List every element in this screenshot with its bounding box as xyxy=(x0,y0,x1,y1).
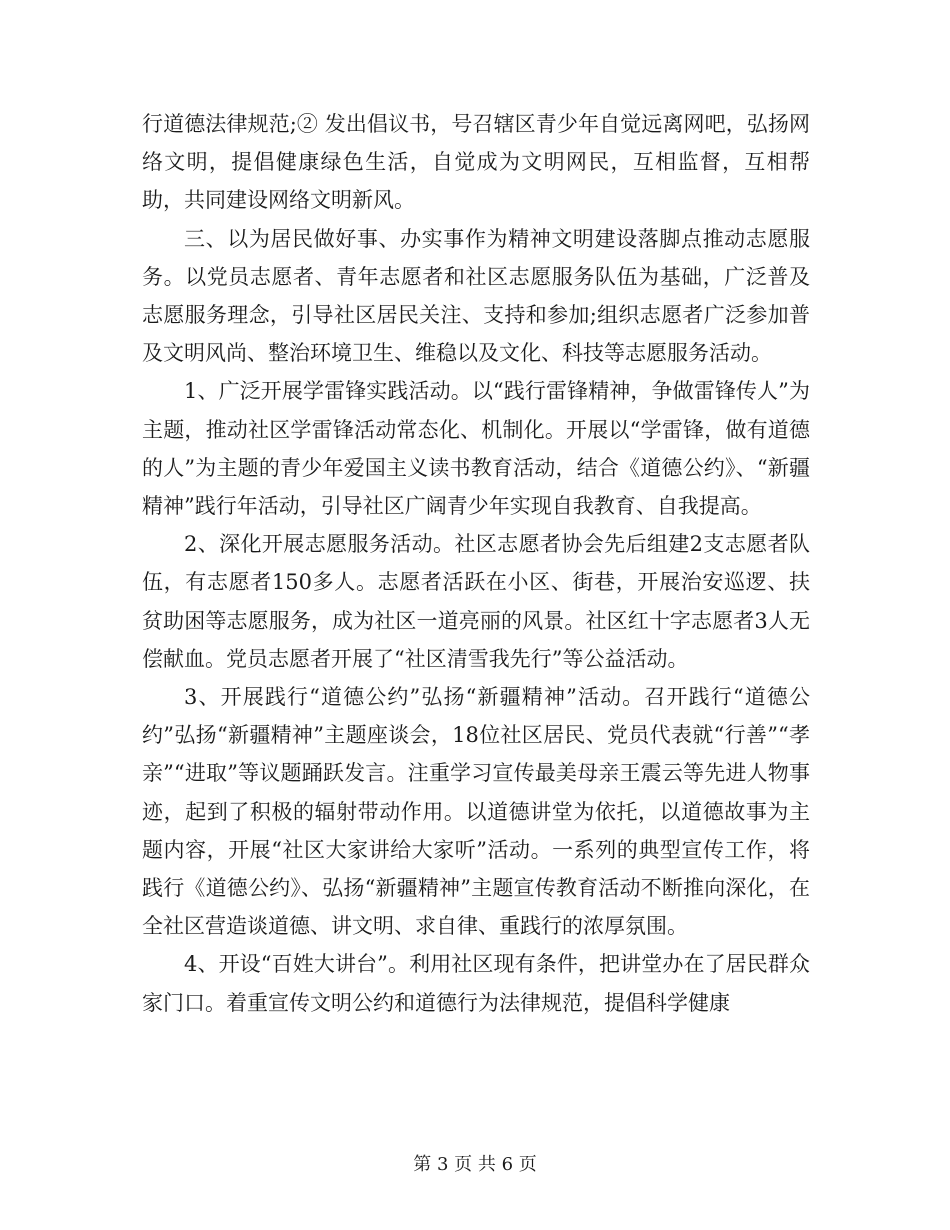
paragraph-5: 3、开展践行“道德公约”弘扬“新疆精神”活动。召开践行“道德公约”弘扬“新疆精神”主题座谈会，18位社区居民、党员代表就“行善”“孝亲”“进取”等议题踊跃发言。注重学习宣传最美母亲王震云等先进人物事迹，起到了积极的辐射带动作用。以道德讲堂为依托，以道德故事为主题内容，开展“社区大家讲给大家听”活动。一系列的典型宣传工作，将践行《道德公约》、弘扬“新疆精神”主题宣传教育活动不断推向深化，在全社区营造谈道德、讲文明、求自律、重践行的浓厚氛围。 xyxy=(142,685,810,939)
paragraph-1: 行道德法律规范;② 发出倡议书，号召辖区青少年自觉远离网吧，弘扬网络文明，提倡健康绿色生活，自觉成为文明网民，互相监督，互相帮助，共同建设网络文明新风。 xyxy=(142,112,810,213)
paragraph-6: 4、开设“百姓大讲台”。利用社区现有条件，把讲堂办在了居民群众家门口。着重宣传文明公约和道德行为法律规范，提倡科学健康 xyxy=(142,952,810,1015)
paragraph-3: 1、广泛开展学雷锋实践活动。以“践行雷锋精神，争做雷锋传人”为主题，推动社区学雷锋活动常态化、机制化。开展以“学雷锋，做有道德的人”为主题的青少年爱国主义读书教育活动，结合《道德公约》、“新疆精神”践行年活动，引导社区广阔青少年实现自我教育、自我提高。 xyxy=(142,379,810,519)
paragraph-2: 三、以为居民做好事、办实事作为精神文明建设落脚点推动志愿服务。以党员志愿者、青年志愿者和社区志愿服务队伍为基础，广泛普及志愿服务理念，引导社区居民关注、支持和参加;组织志愿者广泛参加普及文明风尚、整治环境卫生、维稳以及文化、科技等志愿服务活动。 xyxy=(142,226,810,366)
document-body xyxy=(142,105,810,1022)
paragraph-4: 2、深化开展志愿服务活动。社区志愿者协会先后组建2支志愿者队伍，有志愿者150多人。志愿者活跃在小区、街巷，开展治安巡逻、扶贫助困等志愿服务，成为社区一道亮丽的风景。社区红十字志愿者3人无偿献血。党员志愿者开展了“社区清雪我先行”等公益活动。 xyxy=(142,532,810,671)
page-number-footer: 第 3 页 共 6 页 xyxy=(413,1154,537,1175)
